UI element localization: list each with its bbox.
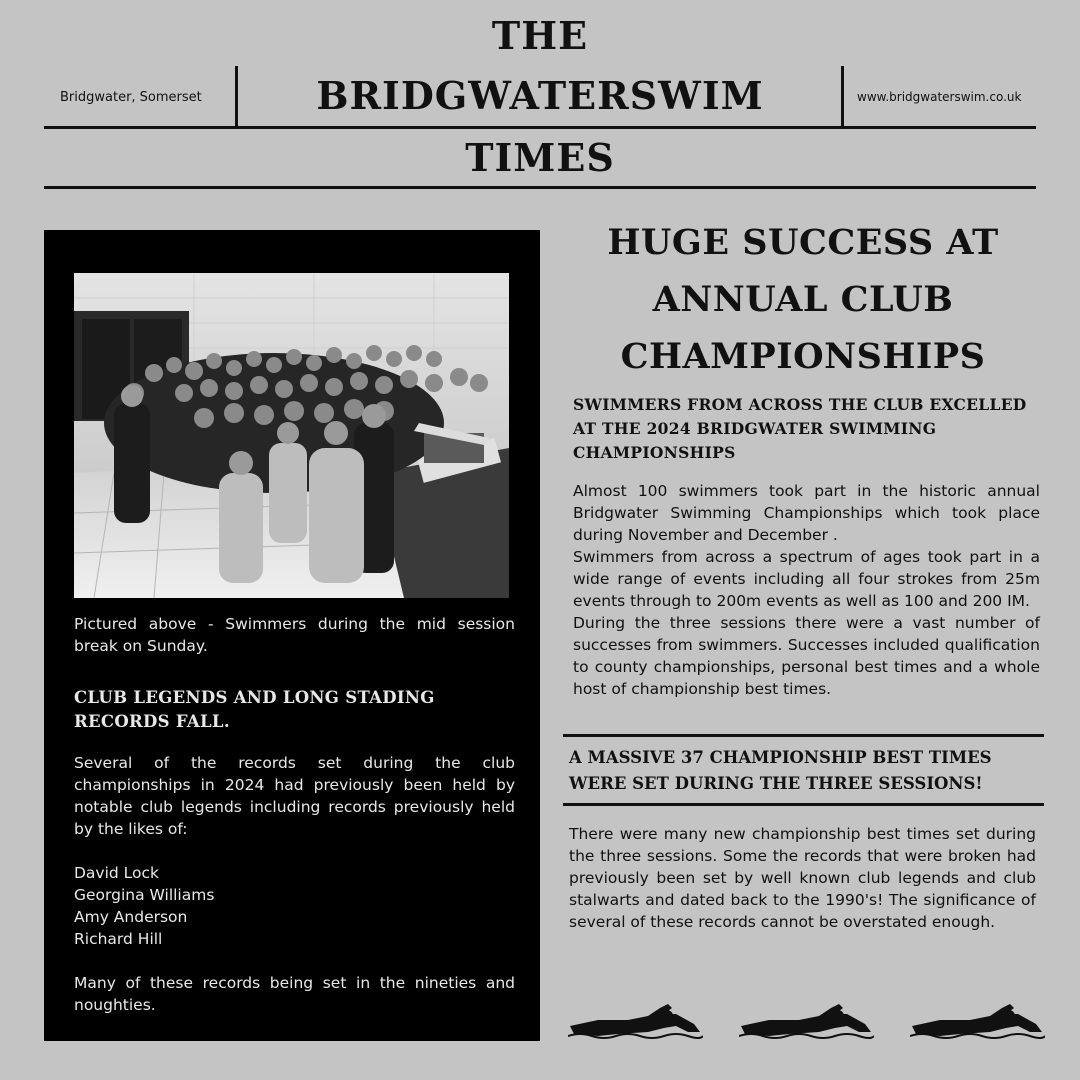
headline-line-2: ANNUAL CLUB	[652, 279, 954, 320]
list-item: Georgina Williams	[74, 886, 215, 904]
swimmer-icon	[910, 998, 1045, 1043]
headline	[570, 214, 1036, 385]
article-paragraph: Almost 100 swimmers took part in the historic annual Bridgwater Swimming Championships which took place during November and December .	[573, 482, 1040, 544]
headline-line-1: HUGE SUCCESS AT	[607, 222, 999, 263]
highlight-heading-line-2: WERE SET DURING THE THREE SESSIONS!	[569, 774, 983, 793]
list-item: Amy Anderson	[74, 908, 188, 926]
left-closing-text: Many of these records being set in the nineties and noughties.	[74, 974, 515, 1014]
left-heading-line-2: RECORDS FALL.	[74, 712, 230, 731]
group-photo	[74, 273, 509, 598]
masthead-rule-upper	[44, 126, 1036, 129]
masthead-title-line-1: THE	[491, 13, 589, 58]
highlight-heading	[569, 745, 1039, 797]
left-body-text: Several of the records set during the club championships in 2024 had previously been held by notable club legends including records previously held by the likes of:	[74, 754, 515, 838]
masthead-title-line-2: BRIDGWATERSWIM	[316, 73, 764, 118]
closing-body: There were many new championship best times set during the three sessions. Some the records that were broken had previously been set by well known club legends and club stalwarts and dated back to the 1990's! The significance of several of these records cannot be overstated enough.	[569, 825, 1036, 931]
legend-names-list	[74, 862, 214, 950]
highlight-rule-top	[563, 734, 1044, 737]
left-feature-panel	[44, 230, 540, 1041]
article-body	[573, 480, 1040, 700]
masthead-rule-lower	[44, 186, 1036, 189]
headline-line-3: CHAMPIONSHIPS	[620, 336, 986, 377]
highlight-rule-bottom	[563, 803, 1044, 806]
masthead-website: www.bridgwaterswim.co.uk	[857, 90, 1022, 104]
swimmer-icon	[568, 998, 703, 1043]
masthead-location: Bridgwater, Somerset	[60, 90, 202, 105]
masthead-divider-left	[235, 66, 238, 126]
list-item: Richard Hill	[74, 930, 163, 948]
article-paragraph: During the three sessions there were a vast number of successes from swimmers. Successes included qualification to county championships, personal best times and a whole host of championship best times.	[573, 614, 1040, 698]
left-heading	[74, 686, 515, 734]
list-item: David Lock	[74, 864, 160, 882]
subheadline: SWIMMERS FROM ACROSS THE CLUB EXCELLED AT THE 2024 BRIDGWATER SWIMMING CHAMPIONSHIPS	[573, 395, 1027, 462]
masthead-title-line-3: TIMES	[465, 135, 615, 180]
masthead-divider-right	[841, 66, 844, 126]
article-paragraph: Swimmers from across a spectrum of ages took part in a wide range of events including all four strokes from 25m events through to 200m events as well as 100 and 200 IM.	[573, 548, 1040, 610]
swimmer-icon	[739, 998, 874, 1043]
photo-caption: Pictured above - Swimmers during the mid session break on Sunday.	[74, 615, 515, 655]
left-heading-line-1: CLUB LEGENDS AND LONG STADING	[74, 688, 435, 707]
highlight-heading-line-1: A MASSIVE 37 CHAMPIONSHIP BEST TIMES	[569, 748, 992, 767]
